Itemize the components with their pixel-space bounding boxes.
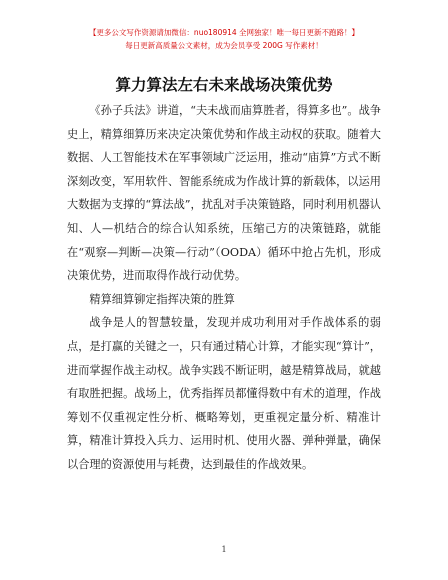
document-title: 算力算法左右未来战场决策优势	[115, 76, 333, 94]
paragraph-1: 《孙子兵法》讲道，“夫未战而庙算胜者，得算多也”。战争史上，精算细算历来决定决策优势和作战主动权的获取。随着大数据、人工智能技术在军事领域广泛运用，推动“庙算”方式不断深刻改变，军用软件、智能系统成为作战计算的新载体，以运用大数据为支撑的“算法战”，扰乱对手决策链路，同时利用机器认知、人—机结合的综合认知系统，压缩己方的决策链路，就能在“观察—判断—决策—行动”（OODA）循环中抢占先机，形成决策优势，进而取得作战行动优势。	[67, 104, 381, 283]
section-heading: 精算细算铆定指挥决策的胜算	[89, 292, 235, 306]
paragraph-2: 战争是人的智慧较量，发现并成功利用对手作战体系的弱点，是打赢的关键之一，只有通过精心计算，才能实现“算计”，进而掌握作战主动权。战争实践不断证明，越是精算战局，就越有取胜把握。战场上，优秀指挥员都懂得数中有术的道理，作战筹划不仅重视定性分析、概略筹划，更重视定量分析、精准计算，精准计算投入兵力、运用时机、使用火器、弹种弹量，确保以合理的资源使用与耗费，达到最佳的作战效果。	[67, 316, 381, 471]
page-number: 1	[221, 545, 227, 554]
promo-banner-line-2: 每日更新高质量公文素材，成为会员享受 200G 写作素材！	[125, 41, 323, 50]
document-body	[67, 99, 381, 477]
promo-banner-line-1: 【更多公文写作资源请加微信：nuo180914 全网独家！唯一每日更新不跑路！】	[88, 28, 360, 37]
promo-banner	[0, 26, 448, 52]
